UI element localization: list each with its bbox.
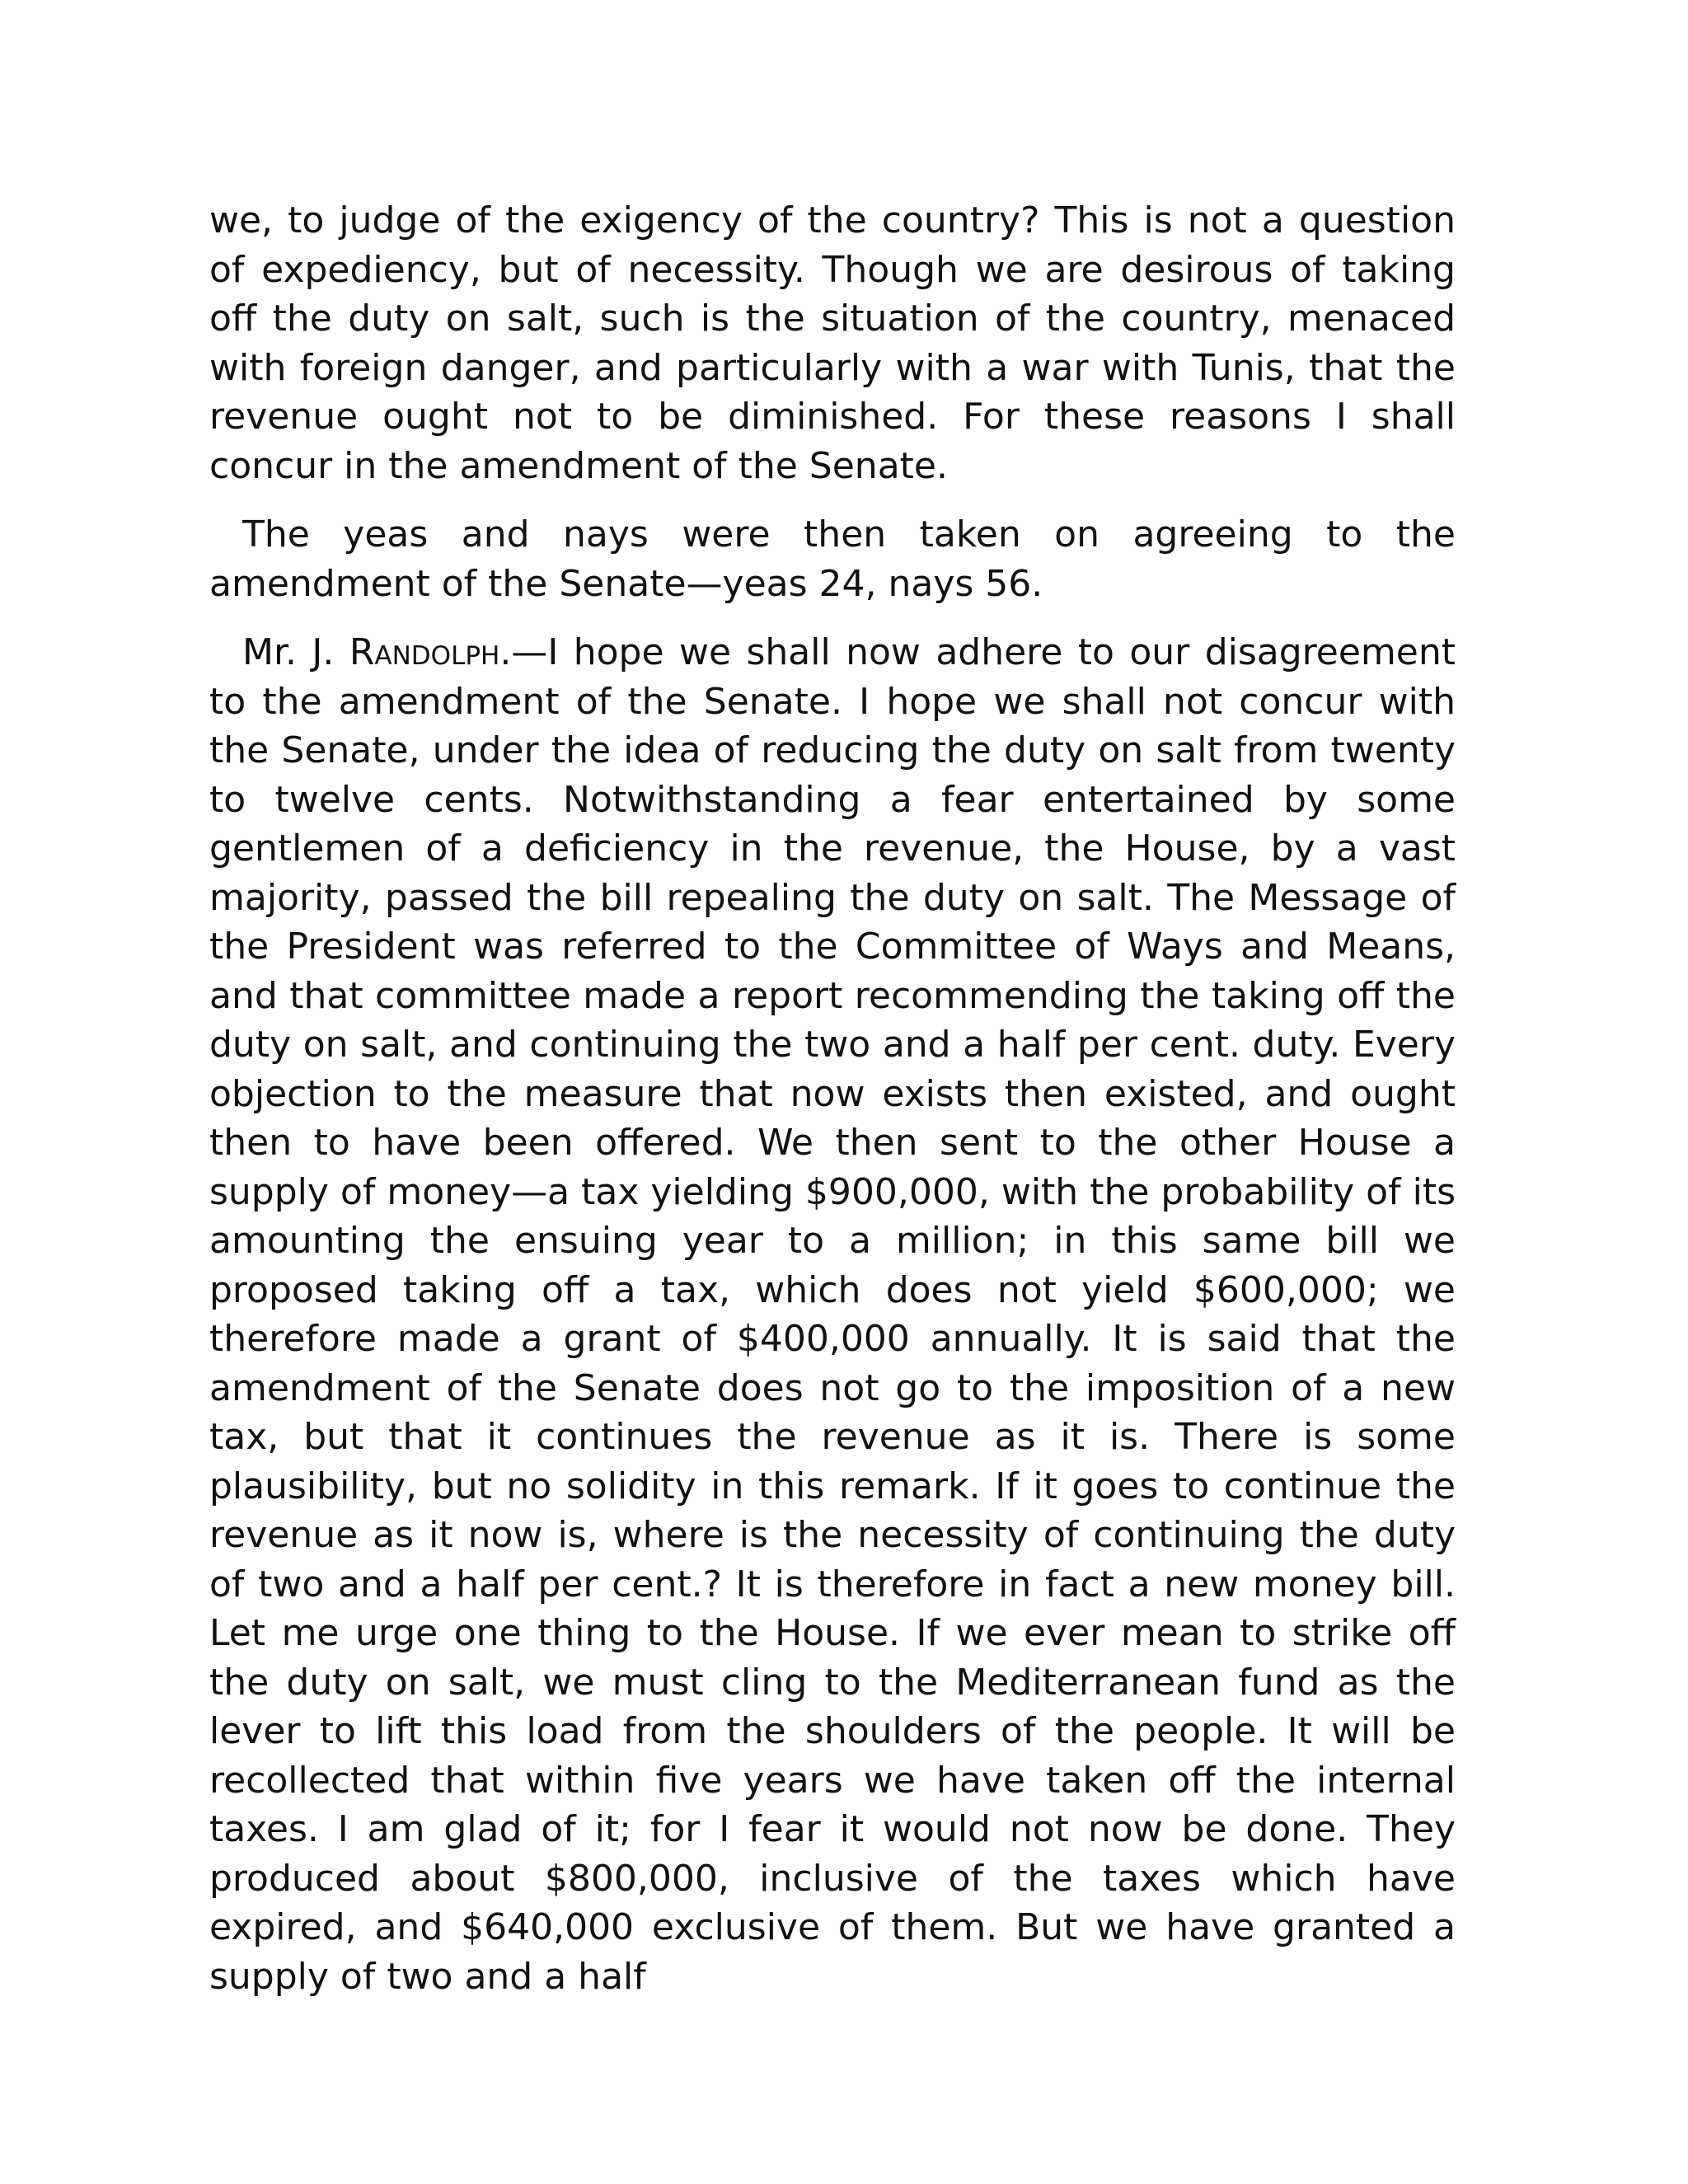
paragraph-yeas-nays: The yeas and nays were then taken on agreeing to the amendment of the Senate—yeas 24, nays 56.	[209, 513, 1456, 605]
speech-text: .—I hope we shall now adhere to our disagreement to the amendment of the Senate. I hope we shall not concur with the Senate, under the idea of reducing the duty on salt from twenty to twelve cents. Notwithstanding a fear entertained by some gentlemen of a deficiency in the revenue, the House, by a vast majority, passed the bill repealing the duty on salt. The Message of the President was referred to the Committee of Ways and Means, and that committee made a report recommending the taking off the duty on salt, and continuing the two and a half per cent. duty. Every objection to the measure that now exists then existed, and ought then to have been offered. We then sent to the other House a supply of money—a tax yielding $900,000, with the probability of its amounting the ensuing year to a million; in this same bill we proposed taking off a tax, which does not yield $600,000; we therefore made a grant of $400,000 annually. It is said that the amendment of the Senate does not go to the imposition of a new tax, but that it continues the revenue as it is. There is some plausibility, but no solidity in this remark. If it goes to continue the revenue as it now is, where is the necessity of continuing the duty of two and a half per cent.? It is therefore in fact a new money bill. Let me urge one thing to the House. If we ever mean to strike off the duty on salt, we must cling to the Mediterranean fund as the lever to lift this load from the shoulders of the people. It will be recollected that within five years we have taken off the internal taxes. I am glad of it; for I fear it would not now be done. They produced about $800,000, inclusive of the taxes which have expired, and $640,000 exclusive of them. But we have granted a supply of two and a half	[209, 631, 1456, 1998]
speaker-name: Randolph	[349, 631, 500, 673]
paragraph-continuation: we, to judge of the exigency of the country? This is not a question of expediency, but of necessity. Though we are desirous of taking off the duty on salt, such is the situation of the country, menaced with foreign danger, and particularly with a war with Tunis, that the revenue ought not to be diminished. For these reasons I shall concur in the amendment of the Senate.	[209, 199, 1456, 487]
document-page	[209, 196, 1456, 2001]
speaker-prefix: Mr. J.	[242, 631, 349, 673]
paragraph-randolph-speech	[209, 628, 1456, 2001]
